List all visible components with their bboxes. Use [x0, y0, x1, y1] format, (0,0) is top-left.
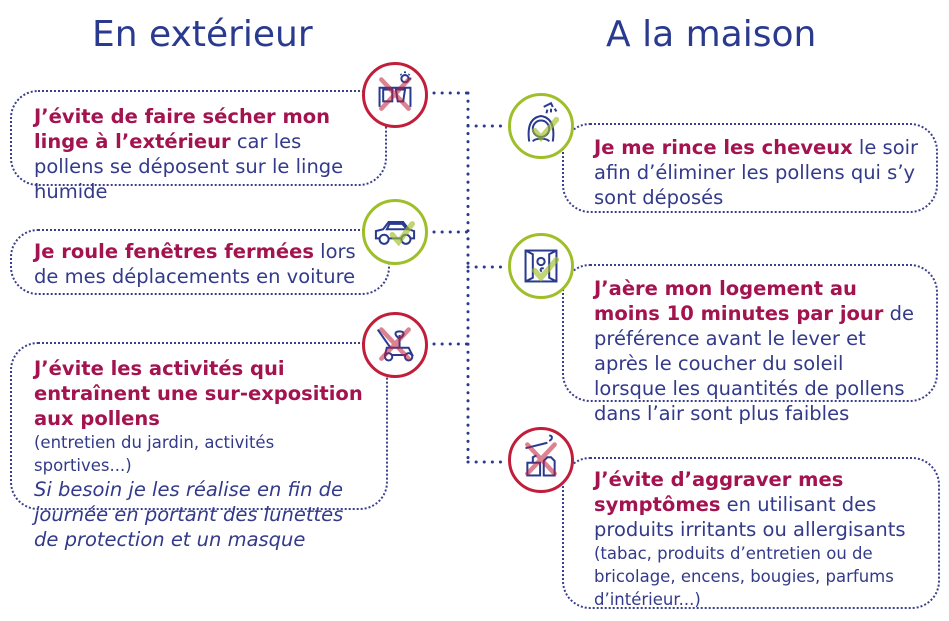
tip-emphasis: J’évite de faire sécher mon linge à l’extérieur: [34, 105, 331, 153]
tip-emphasis: J’aère mon logement au moins 10 minutes par jour: [594, 277, 884, 325]
tip-card-hair: [562, 123, 938, 213]
tip-card-irritants: [562, 457, 940, 609]
tip-examples: (tabac, produits d’entretien ou de bricolage, encens, bougies, parfums d’intérieur...): [594, 544, 894, 609]
tip-card-activities: [10, 342, 388, 551]
tip-emphasis: J’évite les activités qui entraînent une sur-exposition aux pollens: [34, 357, 363, 430]
heading-outdoor: En extérieur: [92, 14, 313, 55]
tip-text: car les pollens se déposent sur le linge humide: [34, 130, 344, 203]
car-icon: [362, 199, 428, 265]
tip-card-airing: [562, 264, 938, 425]
irritants-icon: [508, 427, 574, 493]
tip-text: de préférence avant le lever et après le coucher du soleil lorsque les quantités de pollens dans l’air sont plus faibles: [594, 302, 914, 425]
tip-text: lors de mes déplacements en voiture: [34, 240, 356, 288]
tip-examples: (entretien du jardin, activités sportives...): [34, 433, 275, 475]
tip-advice: Si besoin je les réalise en fin de journée en portant des lunettes de protection et un masque: [34, 478, 344, 551]
tip-emphasis: Je roule fenêtres fermées: [34, 240, 314, 263]
tip-card-laundry: [10, 90, 387, 203]
open-window-icon: [508, 233, 574, 299]
hair-rinse-icon: [508, 93, 574, 159]
tip-text: en utilisant des produits irritants ou allergisants: [594, 493, 906, 541]
tip-text: le soir afin d’éliminer les pollens qui s’y sont déposés: [594, 136, 919, 209]
tip-card-car: [10, 229, 390, 295]
tip-emphasis: Je me rince les cheveux: [594, 136, 853, 159]
clothesline-icon: [362, 62, 428, 128]
lawnmower-icon: [362, 312, 428, 378]
tip-emphasis: J’évite d’aggraver mes symptômes: [594, 468, 844, 516]
heading-home: A la maison: [606, 14, 817, 55]
